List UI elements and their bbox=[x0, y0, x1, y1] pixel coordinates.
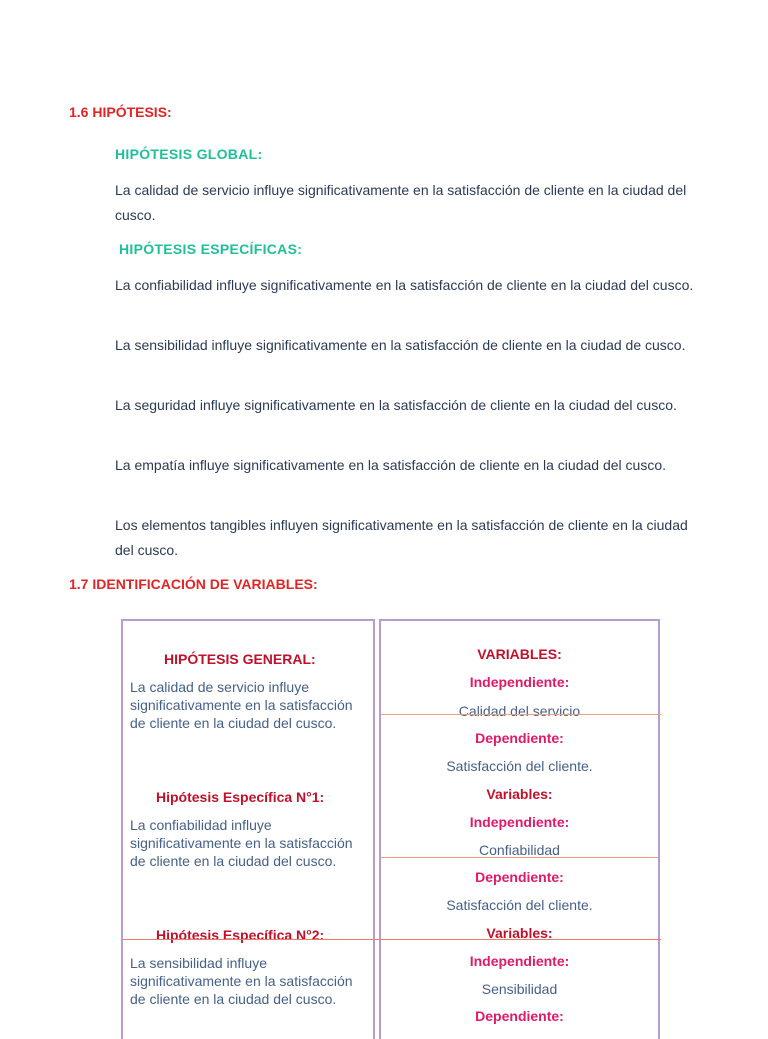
variables-subheading-2: Variables: bbox=[486, 925, 553, 941]
section-title-variables: 1.7 IDENTIFICACIÓN DE VARIABLES: bbox=[69, 576, 318, 592]
dependent-label-3: Dependiente: bbox=[475, 1008, 564, 1024]
variables-heading: VARIABLES: bbox=[477, 646, 562, 662]
independent-label-1: Independiente: bbox=[469, 674, 570, 690]
dependent-value-2: Satisfacción del cliente. bbox=[446, 897, 593, 913]
variables-subheading-1: Variables: bbox=[486, 786, 553, 802]
global-hypothesis-title: HIPÓTESIS GLOBAL: bbox=[115, 146, 263, 162]
specific-hypothesis-5: Los elementos tangibles influyen significativamente en la satisfacción de cliente en la ciudad del cusco. bbox=[115, 517, 688, 558]
specific-hypothesis-2: La sensibilidad influye significativamente en la satisfacción de cliente en la ciudad de cusco. bbox=[115, 337, 686, 353]
independent-label-2: Independiente: bbox=[469, 814, 570, 830]
dependent-label-1: Dependiente: bbox=[475, 730, 564, 746]
specific-hypothesis-1: La confiabilidad influye significativamente en la satisfacción de cliente en la ciudad del cusco. bbox=[115, 277, 694, 293]
independent-value-3: Sensibilidad bbox=[481, 981, 558, 997]
general-hypothesis-cell: La calidad de servicio influye significativamente en la satisfacción de cliente en la ciudad del cusco. bbox=[130, 679, 353, 731]
separator-line bbox=[381, 857, 658, 858]
dependent-label-2: Dependiente: bbox=[475, 869, 564, 885]
specific-hypothesis-1-cell: La confiabilidad influye significativamente en la satisfacción de cliente en la ciudad del cusco. bbox=[130, 817, 353, 869]
independent-value-2: Confiabilidad bbox=[479, 842, 560, 858]
dependent-value-1: Satisfacción del cliente. bbox=[446, 758, 593, 774]
independent-label-3: Independiente: bbox=[469, 953, 570, 969]
independent-value-1: Calidad del servicio bbox=[458, 703, 581, 719]
separator-line bbox=[381, 714, 661, 715]
specific-hypothesis-3: La seguridad influye significativamente en la satisfacción de cliente en la ciudad del cusco. bbox=[115, 397, 677, 413]
general-hypothesis-heading: HIPÓTESIS GENERAL: bbox=[164, 651, 316, 667]
separator-line bbox=[123, 939, 661, 940]
global-hypothesis-text: La calidad de servicio influye significativamente en la satisfacción de cliente en la ciudad del cusco. bbox=[115, 182, 687, 223]
specific-hypothesis-2-heading: Hipótesis Específica N°2: bbox=[156, 927, 325, 943]
specific-hypothesis-2-cell: La sensibilidad influye significativamente en la satisfacción de cliente en la ciudad del cusco. bbox=[130, 955, 353, 1007]
specific-hypothesis-1-heading: Hipótesis Específica N°1: bbox=[156, 789, 325, 805]
specific-hypotheses-title: HIPÓTESIS ESPECÍFICAS: bbox=[119, 241, 303, 257]
specific-hypothesis-4: La empatía influye significativamente en la satisfacción de cliente en la ciudad del cusco. bbox=[115, 457, 666, 473]
section-title-hipotesis: 1.6 HIPÓTESIS: bbox=[69, 104, 172, 120]
